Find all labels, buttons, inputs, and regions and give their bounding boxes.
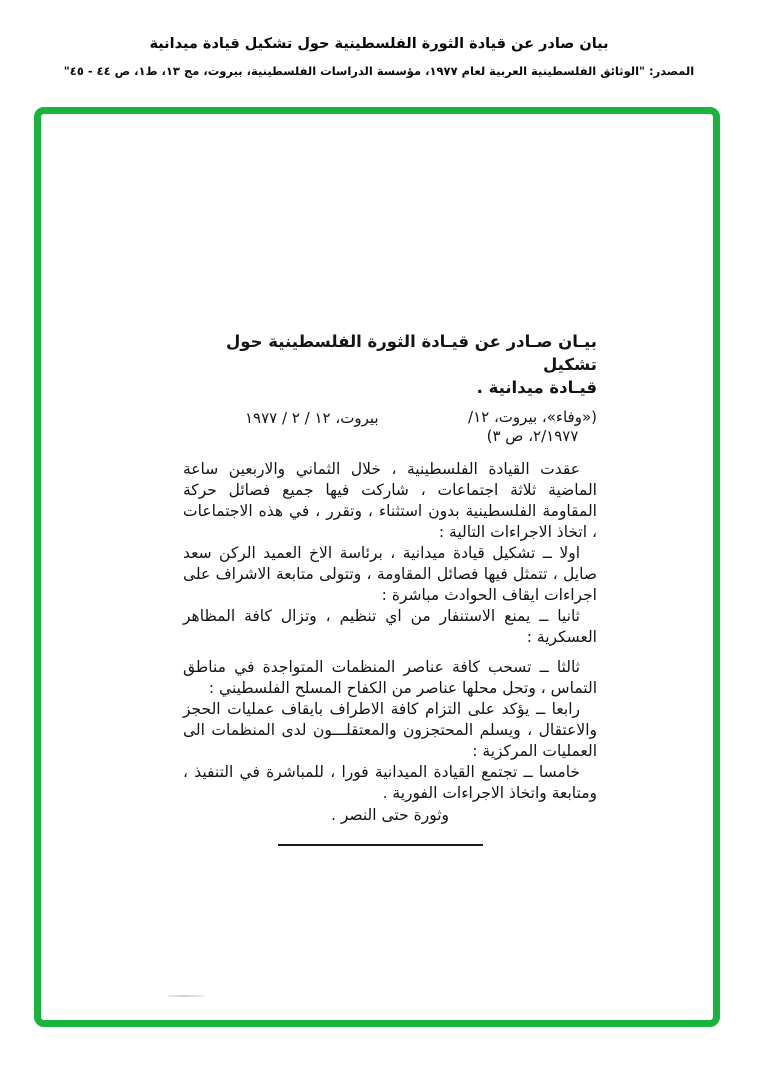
document-title [183,330,597,399]
document-paragraph: ثانيا ــ يمنع الاستنفار من اي تنظيم ، وتزال كافة المظاهر العسكرية : [183,607,597,646]
agency-citation-line1: («وفاء»، بيروت، ١٢/ [468,408,597,426]
closing-slogan: وثورة حتى النصر . [331,806,449,824]
source-citation: المصدر: "الوثائق الفلسطينية العربية لعام ١٩٧٧، مؤسسة الدراسات الفلسطينية، بيروت، مج ١٣، ط١، ص ٤٤ - ٤٥" [63,64,695,78]
document-paragraph: عقدت القيادة الفلسطينية ، خلال الثماني والاربعين ساعة الماضية ثلاثة اجتماعات ، شاركت فيها جميع فصائل حركة المقاومة الفلسطينية بدون استثناء ، وتقرر ، في هذه الاجتماعات ، اتخاذ الاجراءات التالية : [183,460,597,541]
document-body [183,330,597,846]
agency-citation [468,408,597,446]
document-title-line2: قيـادة ميدانية . [476,378,597,397]
document-paragraphs [183,459,597,804]
end-divider-line [278,844,483,846]
dateline-row [183,408,597,446]
dateline: بيروت، ١٢ / ٢ / ١٩٧٧ [245,409,379,427]
document-page-frame [34,107,720,1027]
page-header [0,36,758,78]
document-paragraph: خامسا ــ تجتمع القيادة الميدانية فورا ، للمباشرة في التنفيذ ، ومتابعة واتخاذ الاجراءات الفورية . [183,763,597,802]
page-title: بيان صادر عن قيادة الثورة الفلسطينية حول تشكيل قيادة ميدانية [149,36,609,52]
scan-artifact [168,995,204,997]
document-paragraph: رابعا ــ يؤكد على التزام كافة الاطراف بايقاف عمليات الحجز والاعتقال ، ويسلم المحتجزون والمعتقلـــون لدى المنظمات الى العمليات المركزية : [183,700,597,760]
document-paragraph: ثالثا ــ تسحب كافة عناصر المنظمات المتواجدة في مناطق التماس ، وتحل محلها عناصر من الكفاح المسلح الفلسطيني : [183,658,597,697]
agency-citation-line2: ٢/١٩٧٧، ص ٣) [486,427,579,445]
document-paragraph: اولا ــ تشكيل قيادة ميدانية ، برئاسة الاخ العميد الركن سعد صايل ، تتمثل فيها فصائل المقاومة ، وتتولى متابعة الاشراف على اجراءات ايقاف الحوادث مباشرة : [183,544,597,604]
document-title-line1: بيـان صـادر عن قيـادة الثورة الفلسطينية حول تشكيل [225,332,597,374]
